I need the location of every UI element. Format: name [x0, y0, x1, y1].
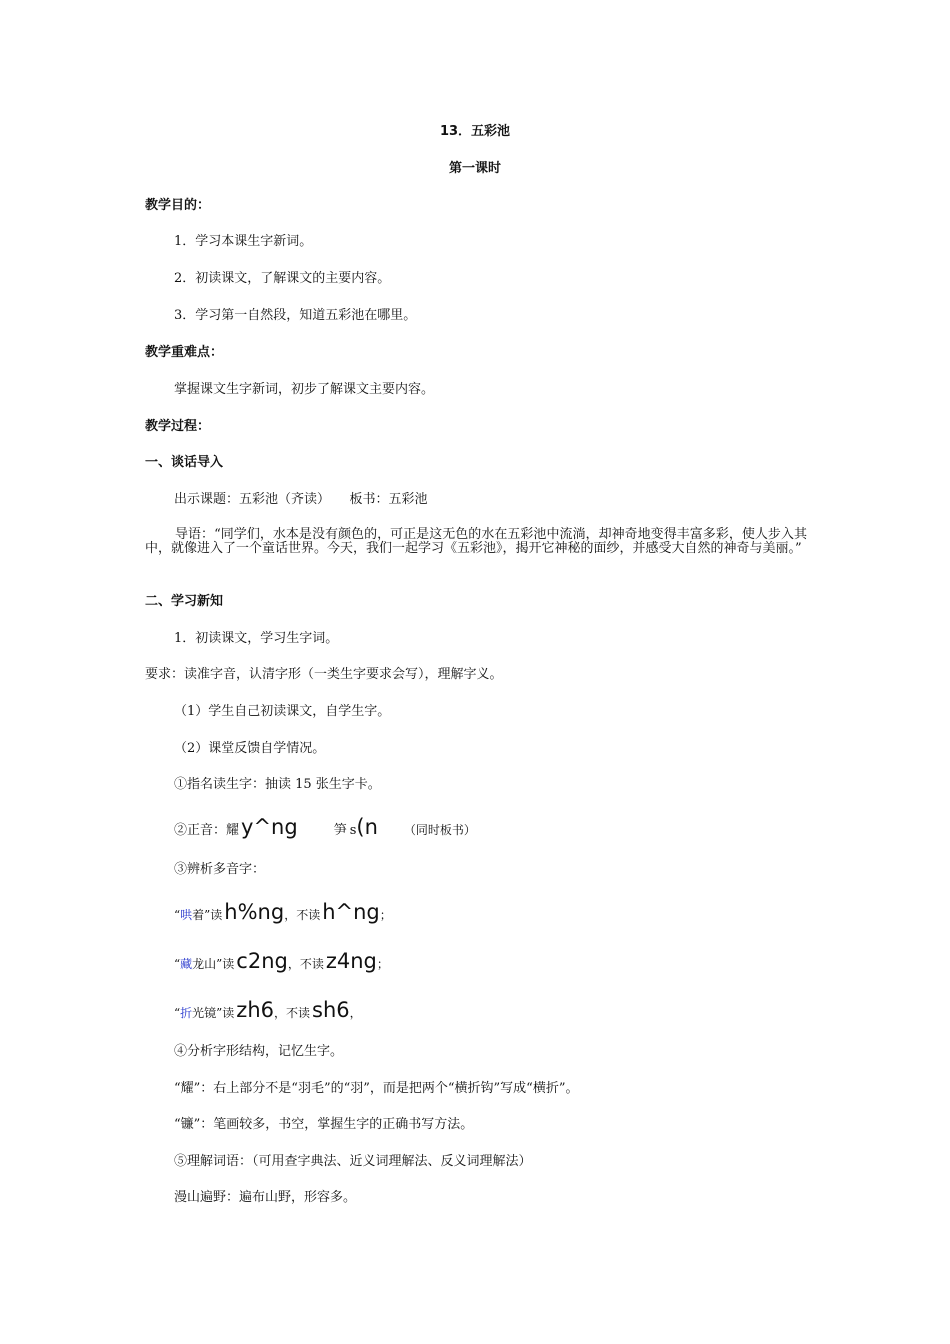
key-text: 掌握课文生字新词，初步了解课文主要内容。: [174, 382, 435, 397]
poly-text: 龙山”读: [192, 957, 235, 971]
lesson-subtitle: 第一课时: [448, 161, 501, 176]
poly-text: ，不读: [287, 957, 324, 971]
step-read-cards: ①指名读生字：抽读 15 张生字卡。: [174, 777, 381, 792]
poly-text: 着”读: [192, 908, 223, 922]
vocab-item: 漫山遍野：遍布山野，形容多。: [174, 1190, 357, 1205]
poly-text: ，不读: [274, 1006, 311, 1020]
section1-line: 出示课题：五彩池（齐读） 板书：五彩池: [174, 492, 428, 507]
pinyin-text: y^ng: [241, 815, 298, 839]
process-heading: 教学过程：: [145, 419, 211, 434]
goal-item: 1．学习本课生字新词。: [174, 234, 313, 249]
pinyin-text: z4ng: [325, 949, 377, 973]
pinyin-text: h^ng: [322, 900, 380, 924]
polyphone-row: [174, 947, 389, 978]
pinyin-text: sh6: [312, 998, 350, 1022]
step-polyphone: ③辨析多音字：: [174, 862, 266, 877]
pinyin-text: zh6: [236, 998, 274, 1022]
pinyin-text: h%ng: [224, 900, 285, 924]
section1-heading: 一、谈话导入: [145, 455, 224, 470]
pinyin-text: c2ng: [236, 949, 288, 973]
quote-mark: “: [174, 1006, 181, 1020]
char-note-yao: “耀”：右上部分不是“羽毛”的“羽”，而是把两个“横折钩”写成“横折”。: [174, 1081, 579, 1096]
highlight-char: 哄: [180, 908, 193, 922]
s2-sub-item: （1）学生自己初读课文，自学生字。: [174, 704, 391, 719]
step-pronunciation: [174, 814, 476, 844]
step-vocabulary: ⑤理解词语：（可用查字典法、近义词理解法、反义词理解法）: [174, 1154, 532, 1169]
highlight-char: 藏: [180, 957, 193, 971]
s2-requirement: 要求：读准字音，认清字形（一类生字要求会写），理解字义。: [145, 667, 503, 682]
goal-item: 2．初读课文，了解课文的主要内容。: [174, 271, 391, 286]
s2-item: 1．初读课文，学习生字词。: [174, 631, 339, 646]
section1-intro-paragraph: 导语：“同学们，水本是没有颜色的，可正是这无色的水在五彩池中流淌，却神奇地变得丰富多彩，使人步入其中，就像进入了一个童话世界。今天，我们一起学习《五彩池》，揭开它神秘的面纱，并感受大自然的神奇与美丽。”: [145, 527, 807, 556]
pinyin-text: (n: [356, 815, 378, 839]
char-note-lian: “镰”：笔画较多，书空，掌握生字的正确书写方法。: [174, 1117, 474, 1132]
step-structure: ④分析字形结构，记忆生字。: [174, 1044, 344, 1059]
step2-prefix: ②正音：耀: [174, 823, 240, 838]
poly-text: 光镜”读: [192, 1006, 235, 1020]
section2-heading: 二、学习新知: [145, 594, 224, 609]
pinyin-text: s: [349, 823, 357, 838]
step2-char: 笋: [333, 823, 347, 838]
goal-item: 3．学习第一自然段，知道五彩池在哪里。: [174, 308, 417, 323]
polyphone-row: [174, 898, 392, 929]
poly-text: ；: [379, 908, 392, 922]
step2-note: （同时板书）: [403, 823, 476, 837]
poly-text: ；: [376, 957, 389, 971]
lesson-title: 13．五彩池: [439, 124, 511, 139]
goals-heading: 教学目的：: [145, 198, 211, 213]
highlight-char: 折: [180, 1006, 193, 1020]
quote-mark: “: [174, 957, 181, 971]
poly-text: ，不读: [284, 908, 321, 922]
s2-sub-item: （2）课堂反馈自学情况。: [174, 741, 326, 756]
polyphone-row: [174, 996, 362, 1027]
key-heading: 教学重难点：: [145, 345, 224, 360]
quote-mark: “: [174, 908, 181, 922]
poly-text: ，: [349, 1006, 362, 1020]
